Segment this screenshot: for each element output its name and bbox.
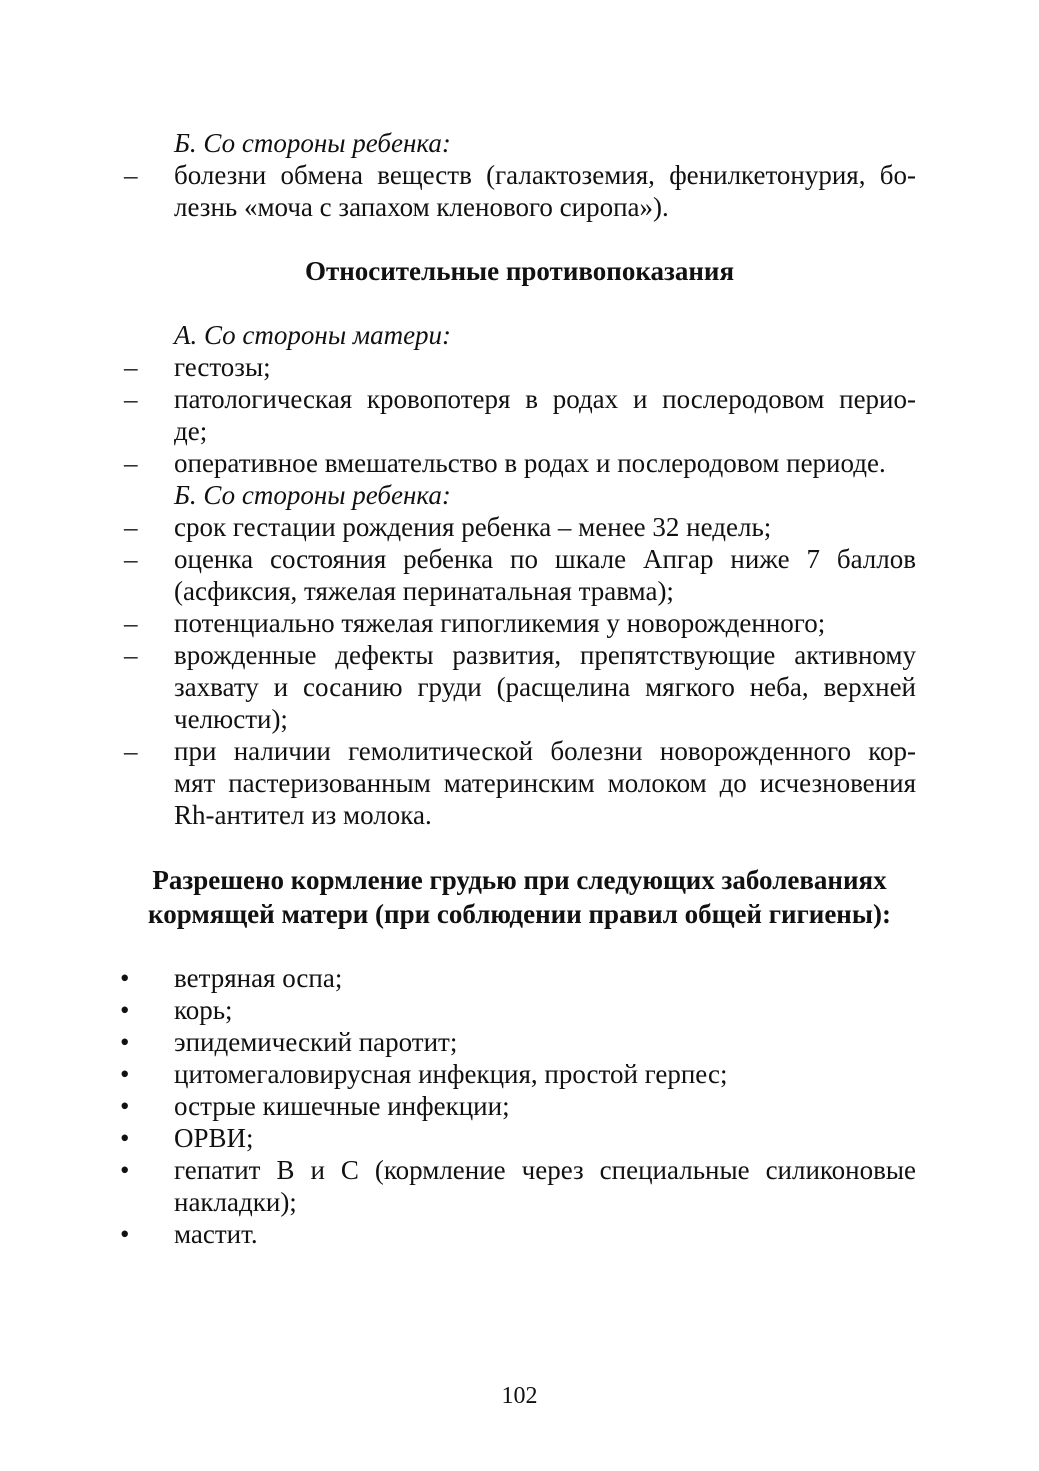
list-marker: – — [124, 608, 138, 638]
list-marker: – — [124, 640, 138, 670]
list-marker: – — [124, 512, 138, 542]
bullet-marker: • — [120, 995, 130, 1025]
list-item-line: оперативное вмешательство в родах и послеродовом периоде. — [174, 448, 886, 478]
list-item-line: эпидемический паротит; — [174, 1027, 458, 1057]
subsection-heading-mother: А. Со стороны матери: — [174, 320, 452, 350]
list-item-line: ОРВИ; — [174, 1123, 254, 1153]
list-item-line: корь; — [174, 995, 233, 1025]
bullet-marker: • — [120, 1219, 130, 1249]
section-title-relative: Относительные противопоказания — [304, 256, 735, 286]
list-marker: – — [124, 736, 138, 766]
list-item-line: захвату и сосанию груди (расщелина мягкого неба, верхней — [174, 672, 916, 702]
list-marker: – — [124, 544, 138, 574]
list-item-line: патологическая кровопотеря в родах и послеродовом перио- — [174, 384, 916, 414]
list-item-line: срок гестации рождения ребенка – менее 32 недель; — [174, 512, 772, 542]
bullet-marker: • — [120, 1059, 130, 1089]
list-item-line: челюсти); — [174, 704, 288, 734]
list-item-line: болезни обмена веществ (галактоземия, фенилкетонурия, бо- — [174, 160, 916, 190]
list-item-line: мят пастеризованным материнским молоком до исчезновения — [174, 768, 916, 798]
list-marker: – — [124, 384, 138, 414]
list-marker: – — [124, 352, 138, 382]
list-item-line: мастит. — [174, 1219, 258, 1249]
bullet-marker: • — [120, 963, 130, 993]
bullet-marker: • — [120, 1091, 130, 1121]
list-item-line: лезнь «моча с запахом кленового сиропа»). — [174, 192, 669, 222]
list-item-line: Rh-антител из молока. — [174, 800, 432, 830]
list-item-line: острые кишечные инфекции; — [174, 1091, 510, 1121]
subsection-heading-child-absolute: Б. Со стороны ребенка: — [174, 128, 451, 158]
bullet-marker: • — [120, 1027, 130, 1057]
subsection-heading-child: Б. Со стороны ребенка: — [174, 480, 451, 510]
list-item-line: потенциально тяжелая гипогликемия у новорожденного; — [174, 608, 826, 638]
list-item-line: оценка состояния ребенка по шкале Апгар ниже 7 баллов — [174, 544, 916, 574]
section-title-allowed-line1: Разрешено кормление грудью при следующих заболеваниях — [152, 865, 887, 895]
bullet-marker: • — [120, 1123, 130, 1153]
bullet-marker: • — [120, 1155, 130, 1185]
list-item-line: (асфиксия, тяжелая перинатальная травма); — [174, 576, 674, 606]
list-item-line: гестозы; — [174, 352, 271, 382]
page-number: 102 — [501, 1383, 538, 1409]
list-marker: – — [124, 448, 138, 478]
section-title-allowed-line2: кормящей матери (при соблюдении правил общей гигиены): — [148, 899, 891, 929]
list-item-line: де; — [174, 416, 208, 446]
list-item-line: ветряная оспа; — [174, 963, 343, 993]
list-item-line: гепатит В и С (кормление через специальные силиконовые — [174, 1155, 916, 1185]
list-marker: – — [124, 160, 138, 190]
list-item-line: врожденные дефекты развития, препятствующие активному — [174, 640, 916, 670]
list-item-line: цитомегаловирусная инфекция, простой герпес; — [174, 1059, 728, 1089]
list-item-line: при наличии гемолитической болезни новорожденного кор- — [174, 736, 916, 766]
list-item-line: накладки); — [174, 1187, 297, 1217]
